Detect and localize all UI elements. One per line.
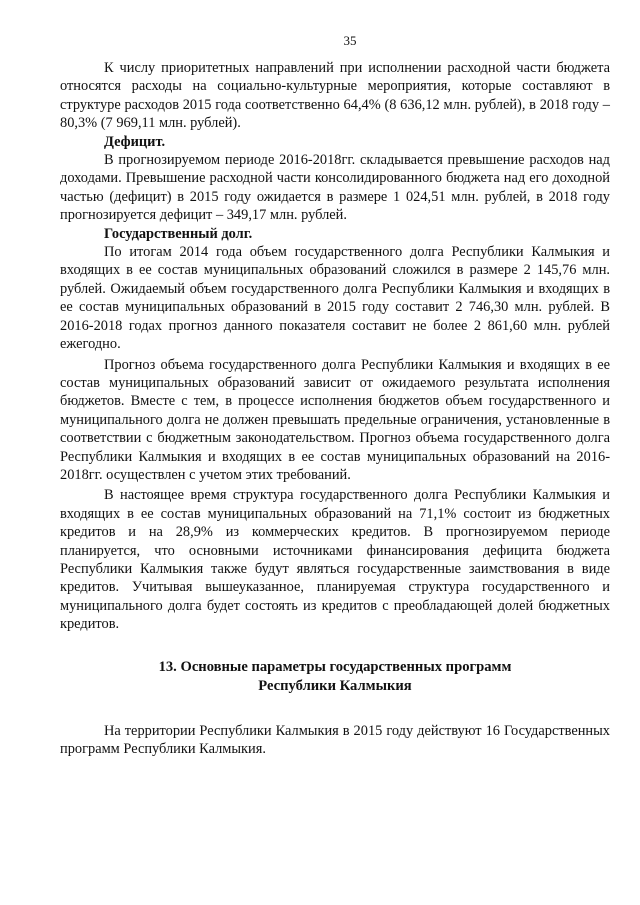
section-title-line-2: Республики Калмыкия [258,677,412,694]
page-number: 35 [343,33,357,48]
spacer [60,696,610,722]
paragraph-deficit: В прогнозируемом периоде 2016-2018гг. складывается превышение расходов над доходами. Превышение расходной части консолидированного бюджета над его доходной частью (дефицит) в 2015 году ожидается в размере 1 024,51 млн. рублей, в 2018 году прогнозируется дефицит – 349,17 млн. рублей. [60,152,610,224]
paragraph-debt-structure: В настоящее время структура государственного долга Республики Калмыкия и входящих в ее состав муниципальных образований на 71,1% состоит из бюджетных кредитов и на 28,9% из коммерческих кредитов. В прогнозируемом периоде планируется, что основными источниками финансирования дефицита бюджета Республики Калмыкия также будут являться государственные заимствования в виде кредитов. Учитывая вышеуказанное, планируемая структура государственного и муниципального долга будет состоять из кредитов с преобладающей долей бюджетных кредитов. [60,487,610,633]
body-text-final [60,722,610,759]
paragraph-priority-expenses: К числу приоритетных направлений при исполнении расходной части бюджета относятся расходы на социально-культурные мероприятия, которые составляют в структуре расходов 2015 года соответственно 64,4% (8 636,12 млн. рублей), в 2018 году – 80,3% (7 969,11 млн. рублей). [60,60,610,132]
paragraph-debt-volume: По итогам 2014 года объем государственного долга Республики Калмыкия и входящих в ее состав муниципальных образований сложился в размере 2 145,76 млн. рублей. Ожидаемый объем государственного долга Республики Калмыкия и входящих в ее состав муниципальных образований в 2015 году составит 2 746,30 млн. рублей. В 2016-2018 годах прогноз данного показателя составит не более 2 861,60 млн. рублей ежегодно. [60,244,610,353]
spacer [60,634,610,658]
heading-deficit: Дефицит. [104,133,166,150]
paragraph-state-programs: На территории Республики Калмыкия в 2015 году действуют 16 Государственных программ Республики Калмыкия. [60,722,610,757]
paragraph-debt-forecast: Прогноз объема государственного долга Республики Калмыкия и входящих в ее состав муниципальных образований зависит от ожидаемого результата исполнения бюджетов. Вместе с тем, в процессе исполнения бюджетов объем государственного и муниципального долга не должен превышать предельные ограничения, установленные в соответствии с бюджетным законодательством. Прогноз объема государственного долга Республики Калмыкия и входящих в ее состав муниципальных образований на 2016-2018гг. осуществлен с учетом этих требований. [60,356,610,483]
heading-state-debt: Государственный долг. [104,225,253,242]
section-title-line-1: 13. Основные параметры государственных программ [158,658,512,675]
body-text [60,59,610,634]
section-title [60,658,610,696]
